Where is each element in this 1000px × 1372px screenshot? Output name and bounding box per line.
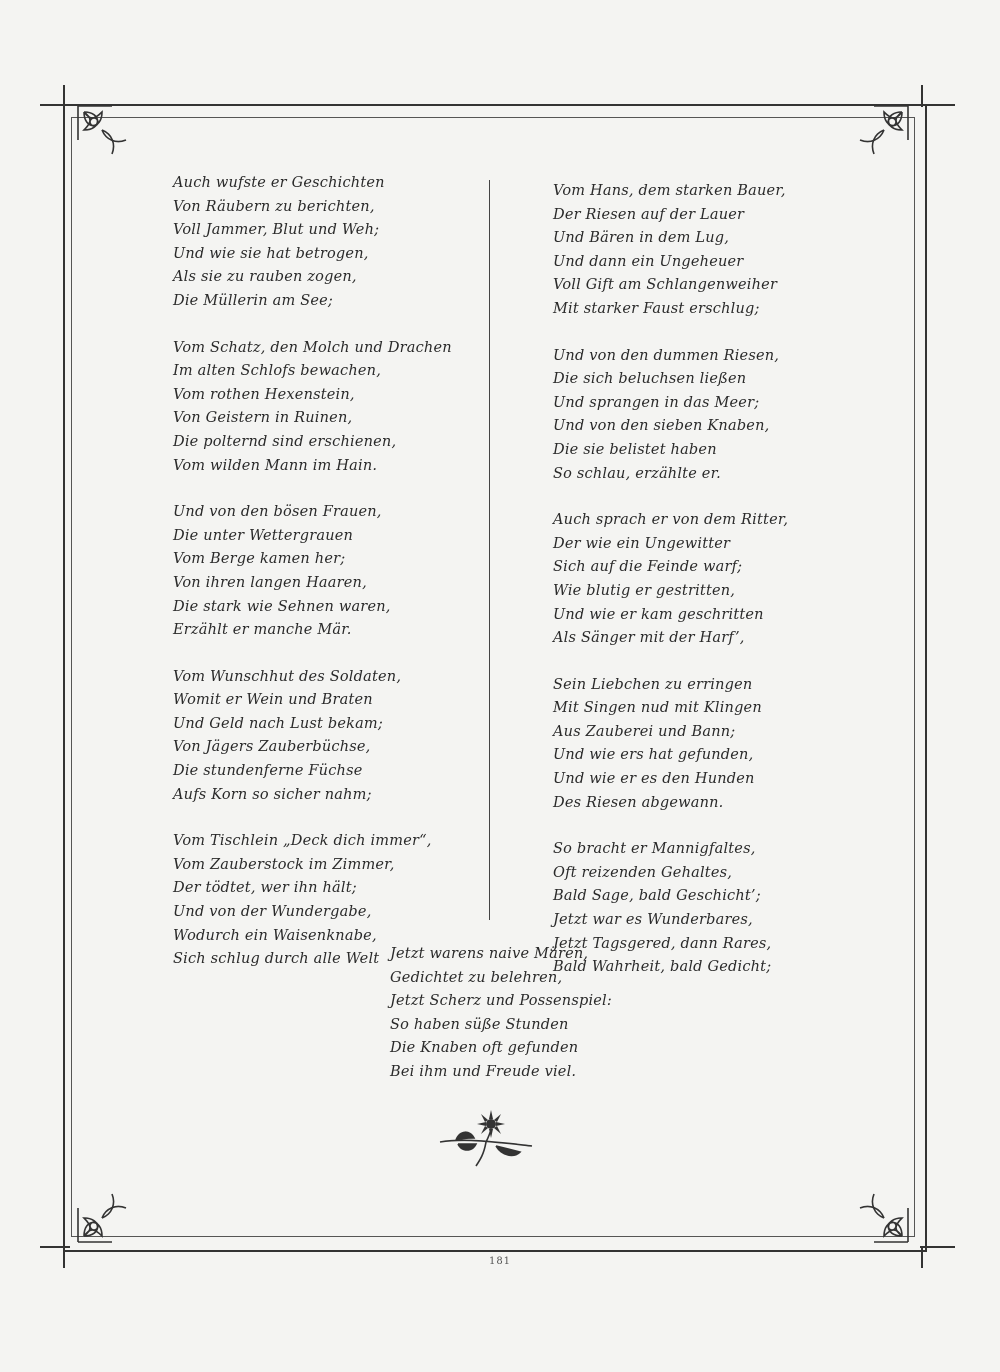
verse-line: Die stark wie Sehnen waren, (173, 598, 391, 615)
poem-left-column (173, 172, 473, 995)
corner-ornament-icon (72, 100, 134, 162)
frame-rule-extension (40, 104, 70, 106)
verse-line: So schlau, erzählte er. (553, 465, 721, 482)
corner-ornament-icon (852, 100, 914, 162)
verse-line: Von Räubern zu berichten, (173, 198, 375, 215)
verse-line: Gedichtet zu belehren, (390, 969, 563, 986)
verse-line: Die polternd sind erschienen, (173, 433, 397, 450)
verse-line: Der tödtet, wer ihn hält; (173, 880, 357, 897)
verse-line: Des Riesen abgewann. (553, 794, 724, 811)
frame-rule-extension (40, 1246, 70, 1248)
stanza (173, 501, 473, 643)
corner-ornament-icon (852, 1186, 914, 1248)
verse-line: Und dann ein Ungeheuer (553, 253, 744, 270)
verse-line: Womit er Wein und Braten (173, 692, 373, 709)
verse-line: Von ihren langen Haaren, (173, 574, 367, 591)
verse-line: Bald Sage, bald Geschicht’; (553, 888, 761, 905)
verse-line: Mit starker Faust erschlug; (553, 300, 760, 317)
verse-line: Vom wilden Mann im Hain. (173, 457, 378, 474)
verse-line: Und von den dummen Riesen, (553, 347, 780, 364)
verse-line: Und von der Wundergabe, (173, 904, 372, 921)
verse-line: Vom Zauberstock im Zimmer, (173, 856, 395, 873)
verse-line: Und wie er es den Hunden (553, 771, 755, 788)
stanza (553, 180, 853, 322)
verse-line: Mit Singen nud mit Klingen (553, 700, 762, 717)
verse-line: Von Jägers Zauberbüchse, (173, 739, 371, 756)
flower-vignette-icon (436, 1108, 536, 1168)
corner-ornament-icon (72, 1186, 134, 1248)
stanza (173, 172, 473, 314)
verse-line: Und Bären in dem Lug, (553, 230, 730, 247)
stanza (173, 666, 473, 808)
verse-line: Im alten Schlofs bewachen, (173, 363, 382, 380)
verse-line: Vom Tischlein „Deck dich immer“, (173, 833, 432, 850)
verse-line: Sich schlug durch alle Welt (173, 951, 380, 968)
verse-line: Jetzt warens naive Mären, (390, 946, 589, 962)
frame-rule-extension (920, 1246, 955, 1248)
verse-line: Und wie sie hat betrogen, (173, 245, 369, 262)
stanza (553, 674, 853, 816)
verse-line: Voll Jammer, Blut und Weh; (173, 222, 380, 239)
verse-line: Und von den sieben Knaben, (553, 418, 770, 435)
verse-line: Als sie zu rauben zogen, (173, 269, 357, 286)
verse-line: Und wie er kam geschritten (553, 606, 764, 623)
verse-line: Die Müllerin am See; (173, 292, 333, 309)
verse-line: Auch wufste er Geschichten (173, 175, 385, 191)
verse-line: Von Geistern in Ruinen, (173, 410, 353, 427)
verse-line: Wie blutig er gestritten, (553, 582, 736, 599)
verse-line: Als Sänger mit der Harf’, (553, 630, 745, 647)
verse-line: Und wie ers hat gefunden, (553, 747, 754, 764)
stanza (553, 345, 853, 487)
stanza (173, 337, 473, 479)
frame-rule-extension (63, 85, 65, 107)
verse-line: Vom Hans, dem starken Bauer, (553, 183, 786, 199)
verse-line: Voll Gift am Schlangenweiher (553, 277, 778, 294)
verse-line: So bracht er Mannigfaltes, (553, 841, 756, 858)
stanza (553, 509, 853, 651)
verse-line: Und Geld nach Lust bekam; (173, 715, 383, 732)
page-number: 181 (488, 1256, 512, 1267)
verse-line: Wodurch ein Waisenknabe, (173, 927, 377, 944)
verse-line: Der wie ein Ungewitter (553, 535, 731, 552)
verse-line: Auch sprach er von dem Ritter, (553, 512, 789, 529)
verse-line: Jetzt Tagsgered, dann Rares, (553, 935, 772, 952)
poem-closing-stanza (390, 943, 630, 1108)
stanza (390, 943, 630, 1085)
verse-line: So haben süße Stunden (390, 1016, 569, 1033)
poem-right-column (553, 180, 853, 1003)
verse-line: Und sprangen in das Meer; (553, 394, 760, 411)
verse-line: Sich auf die Feinde warf; (553, 559, 743, 576)
verse-line: Aufs Korn so sicher nahm; (173, 786, 372, 803)
verse-line: Oft reizenden Gehaltes, (553, 864, 733, 881)
column-divider (489, 180, 490, 920)
frame-rule-extension (921, 85, 923, 107)
verse-line: Die stundenferne Füchse (173, 763, 363, 780)
verse-line: Bald Wahrheit, bald Gedicht; (553, 959, 772, 976)
verse-line: Die unter Wettergrauen (173, 527, 354, 544)
verse-line: Die Knaben oft gefunden (390, 1040, 579, 1057)
verse-line: Die sie belistet haben (553, 441, 717, 458)
frame-rule-extension (920, 104, 955, 106)
verse-line: Die sich beluchsen ließen (553, 371, 747, 388)
verse-line: Der Riesen auf der Lauer (553, 206, 745, 223)
verse-line: Vom Schatz, den Molch und Drachen (173, 339, 452, 356)
verse-line: Bei ihm und Freude viel. (390, 1063, 577, 1080)
verse-line: Vom rothen Hexenstein, (173, 386, 355, 403)
verse-line: Und von den bösen Frauen, (173, 504, 382, 521)
verse-line: Vom Wunschhut des Soldaten, (173, 668, 402, 685)
verse-line: Jetzt Scherz und Possenspiel: (390, 993, 612, 1010)
verse-line: Vom Berge kamen her; (173, 551, 346, 568)
verse-line: Jetzt war es Wunderbares, (553, 912, 753, 929)
verse-line: Sein Liebchen zu erringen (553, 676, 753, 693)
verse-line: Aus Zauberei und Bann; (553, 723, 736, 740)
verse-line: Erzählt er manche Mär. (173, 622, 352, 639)
